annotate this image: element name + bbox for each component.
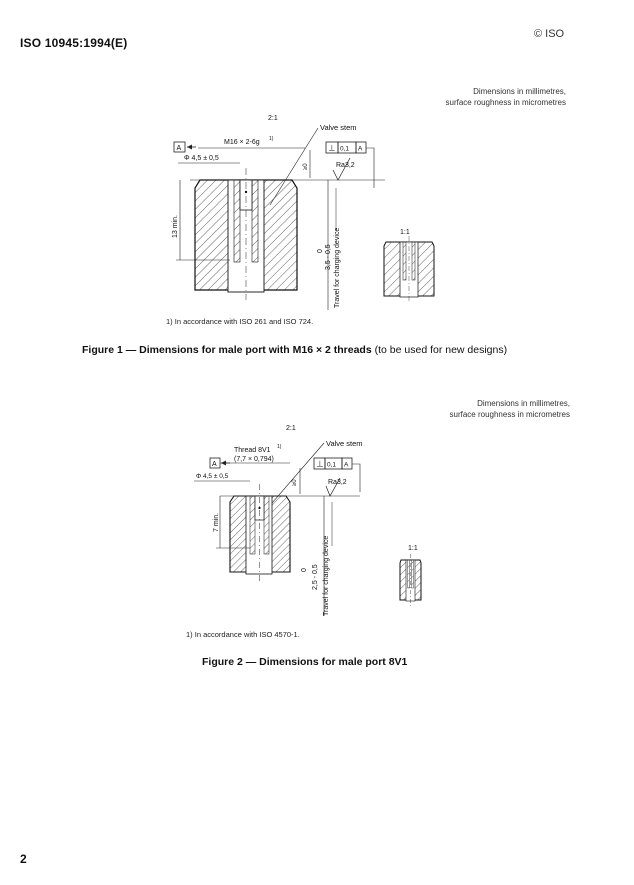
fig2-roughness-label: Ra3,2 xyxy=(328,479,347,486)
fig2-thread-footnote-ref: 1) xyxy=(277,444,282,450)
fig1-units-line2: surface roughness in micrometres xyxy=(445,98,566,107)
fig2-perp-symbol: ⊥ xyxy=(316,459,324,469)
fig1-tolerance-value: 0,1 xyxy=(340,145,350,153)
fig1-footnote: 1) In accordance with ISO 261 and ISO 724. xyxy=(166,317,314,326)
fig1-perp-symbol: ⊥ xyxy=(328,143,336,153)
fig1-tolerance-datum: A xyxy=(358,145,363,153)
fig2-travel-label: Travel for charging device xyxy=(323,535,330,616)
fig2-min-length: 7 min. xyxy=(213,512,220,532)
fig2-caption: Figure 2 — Dimensions for male port 8V1 xyxy=(202,656,408,668)
fig2-scale-detail: 1:1 xyxy=(408,545,418,552)
fig2-units xyxy=(450,398,571,420)
fig1-diameter-label: Φ 4,5 ± 0,5 xyxy=(184,155,219,162)
standard-number: ISO 10945:1994(E) xyxy=(20,36,128,50)
fig1-caption-title: Figure 1 — Dimensions for male port with M16 × 2 threads xyxy=(82,344,372,356)
fig1-scale-main: 2:1 xyxy=(268,115,278,122)
fig2-thread-size: (7,7 × 0,794) xyxy=(234,456,274,463)
fig1-travel-value: 3,5 - 0,5 xyxy=(325,244,332,270)
fig2-travel-upper: 0 xyxy=(301,568,308,572)
fig1-scale-detail: 1:1 xyxy=(400,229,410,236)
fig2-drawing xyxy=(180,420,460,625)
fig2-scale-main: 2:1 xyxy=(286,425,296,432)
fig1-thread-footnote-ref: 1) xyxy=(269,136,274,142)
fig2-travel-value: 2,5 - 0,5 xyxy=(312,564,319,590)
fig1-thread-label: M16 × 2-6g xyxy=(224,139,260,146)
fig2-tolerance-value: 0,1 xyxy=(327,461,337,469)
fig2-diameter-label: Φ 4,5 ± 0,5 xyxy=(196,473,229,480)
fig1-roughness-label: Ra3,2 xyxy=(336,162,355,169)
fig1-valve-stem-label: Valve stem xyxy=(320,123,357,132)
fig1-travel-label: Travel for charging device xyxy=(334,227,341,308)
fig1-angle-dim: ≥0 xyxy=(303,163,309,170)
fig2-angle-dim: ≥0 xyxy=(292,479,298,486)
fig2-footnote: 1) In accordance with ISO 4570-1. xyxy=(186,630,300,639)
fig1-datum-label: A xyxy=(176,145,182,152)
fig1-drawing xyxy=(150,110,470,315)
fig1-caption xyxy=(82,344,507,356)
fig1-caption-note: (to be used for new designs) xyxy=(371,344,508,356)
page-number: 2 xyxy=(20,852,27,866)
fig2-units-line2: surface roughness in micrometres xyxy=(449,410,570,419)
fig1-min-length: 13 min. xyxy=(172,215,179,238)
fig2-datum-label: A xyxy=(212,461,217,468)
fig2-valve-stem-label: Valve stem xyxy=(326,439,363,448)
fig2-tolerance-datum: A xyxy=(344,461,349,469)
fig2-units-line1: Dimensions in millimetres, xyxy=(477,399,570,408)
fig2-thread-label: Thread 8V1 xyxy=(234,447,271,454)
copyright-mark: © ISO xyxy=(534,28,565,40)
fig1-units-line1: Dimensions in millimetres, xyxy=(473,87,566,96)
fig1-travel-upper: 0 xyxy=(317,249,324,253)
fig1-units xyxy=(446,86,567,108)
